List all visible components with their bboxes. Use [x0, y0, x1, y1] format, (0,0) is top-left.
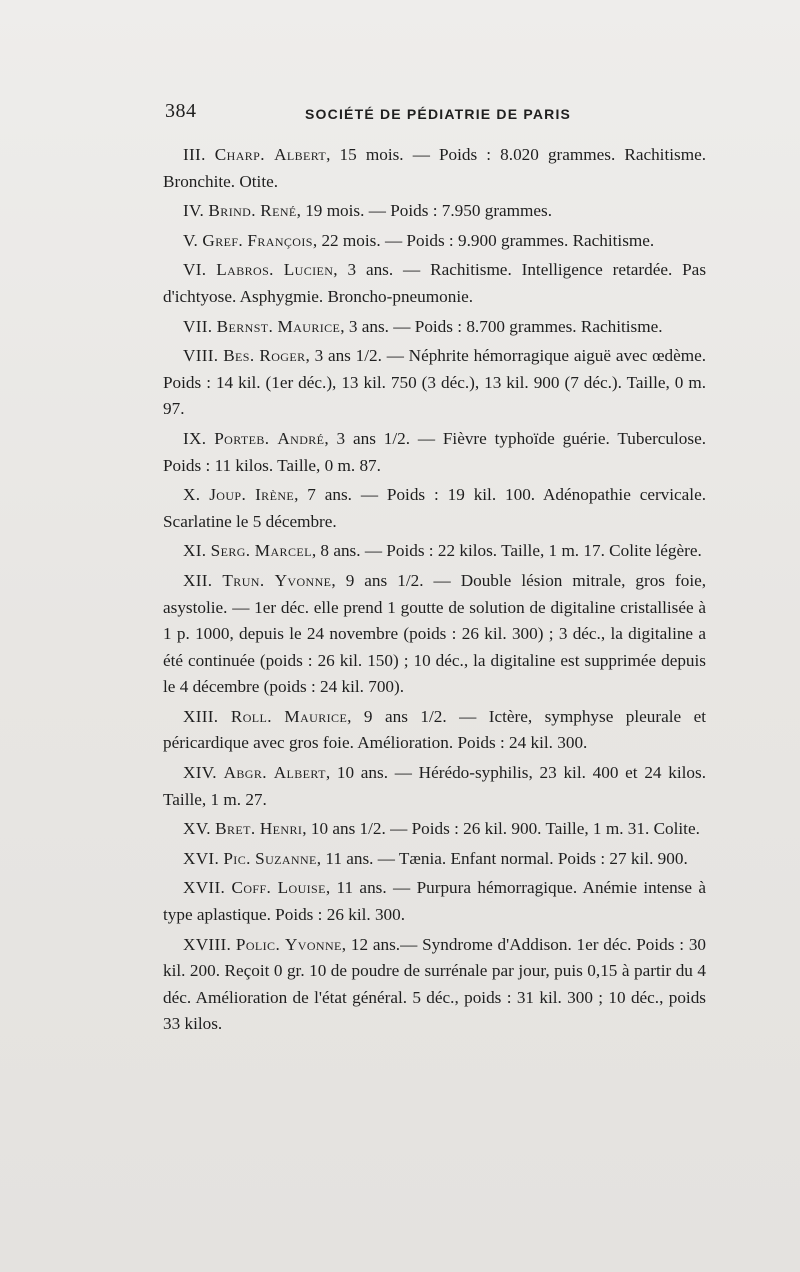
- case-text: , 10 ans. — Hérédo-syphilis, 23 kil. 400 et 24 kilos. Taille, 1 m. 27.: [163, 763, 706, 809]
- case-number: XV.: [183, 819, 211, 839]
- case-number: XIII.: [183, 706, 219, 726]
- case-text: , 12 ans.— Syndrome d'Addison. 1er déc. Poids : 30 kil. 200. Reçoit 0 gr. 10 de poudre de surrénale par jour, puis 0,15 à partir du 4 déc. Amélioration de l'état général. 5 déc., poids : 31 kil. 300 ; 10 déc., poids 33 kilos.: [163, 934, 707, 1034]
- patient-given-name: Yvonne: [274, 570, 332, 590]
- patient-surname: Roll.: [230, 706, 272, 726]
- case-entry: [163, 142, 706, 195]
- case-text: , 22 mois. — Poids : 9.900 grammes. Rachitisme.: [312, 230, 655, 250]
- case-number: III.: [183, 145, 206, 164]
- case-entry: [163, 932, 706, 1038]
- patient-surname: Abgr.: [223, 763, 267, 783]
- case-number: V.: [183, 230, 199, 250]
- case-number: XVIII.: [183, 934, 232, 954]
- case-text: , 9 ans 1/2. — Ictère, symphyse pleurale et péricardique avec gros foie. Amélioration. Poids : 24 kil. 300.: [163, 706, 707, 753]
- case-text: , 11 ans. — Tænia. Enfant normal. Poids : 27 kil. 900.: [316, 848, 688, 868]
- patient-surname: Bes.: [223, 346, 255, 366]
- patient-given-name: Henri: [259, 819, 303, 839]
- case-entry: [163, 568, 706, 701]
- case-text: , 19 mois. — Poids : 7.950 grammes.: [296, 201, 553, 221]
- patient-given-name: Suzanne: [255, 848, 317, 868]
- case-entry: [163, 343, 706, 423]
- patient-surname: Gref.: [202, 230, 244, 250]
- patient-surname: Serg.: [210, 541, 251, 561]
- patient-given-name: Marcel: [254, 541, 312, 561]
- patient-surname: Porteb.: [214, 428, 270, 448]
- case-entry: [163, 198, 706, 225]
- case-entry: [163, 760, 706, 813]
- patient-given-name: Maurice: [284, 706, 348, 726]
- case-text: , 3 ans 1/2. — Néphrite hémorragique aiguë avec œdème. Poids : 14 kil. (1er déc.), 13 kil. 750 (3 déc.), 13 kil. 900 (7 déc.). Taille, 0 m. 97.: [163, 346, 707, 419]
- case-text: , 15 mois. — Poids : 8.020 grammes. Rachitisme. Bronchite. Otite.: [163, 145, 706, 191]
- patient-surname: Polic.: [235, 934, 281, 954]
- patient-given-name: François: [247, 230, 313, 250]
- case-entry: [163, 314, 706, 341]
- case-list: [163, 142, 706, 1041]
- case-entry: [163, 704, 706, 757]
- patient-given-name: Maurice: [277, 316, 341, 336]
- case-entry: [163, 875, 706, 928]
- case-number: XIV.: [183, 763, 217, 783]
- page-number: 384: [165, 100, 197, 122]
- patient-surname: Charp.: [214, 145, 265, 164]
- patient-given-name: Roger: [259, 346, 306, 366]
- patient-given-name: Yvonne: [284, 934, 342, 954]
- case-entry: [163, 257, 706, 310]
- patient-surname: Labros.: [216, 260, 274, 280]
- patient-given-name: Albert: [273, 763, 326, 783]
- case-number: XII.: [183, 570, 213, 590]
- case-entry: [163, 816, 706, 843]
- patient-surname: Bernst.: [216, 316, 274, 336]
- patient-given-name: Lucien: [283, 260, 334, 280]
- patient-given-name: Irène: [255, 485, 295, 505]
- case-text: , 7 ans. — Poids : 19 kil. 100. Adénopathie cervicale. Scarlatine le 5 décembre.: [163, 485, 707, 531]
- case-number: VII.: [183, 316, 213, 336]
- patient-surname: Brind.: [208, 201, 256, 221]
- case-entry: [163, 538, 706, 565]
- case-text: , 8 ans. — Poids : 22 kilos. Taille, 1 m. 17. Colite légère.: [311, 541, 702, 561]
- patient-given-name: René: [260, 201, 297, 221]
- page-header: [165, 100, 705, 130]
- case-text: , 3 ans. — Rachitisme. Intelligence retardée. Pas d'ichtyose. Asphygmie. Broncho-pneumonie.: [163, 260, 707, 306]
- patient-given-name: Louise: [277, 878, 326, 898]
- case-number: X.: [183, 485, 201, 505]
- case-entry: [163, 846, 706, 873]
- patient-surname: Bret.: [215, 819, 256, 839]
- case-entry: [163, 482, 706, 535]
- case-number: XVII.: [183, 878, 226, 898]
- case-number: VI.: [183, 260, 207, 280]
- running-title: SOCIÉTÉ DE PÉDIATRIE DE PARIS: [305, 106, 572, 122]
- case-text: , 3 ans 1/2. — Fièvre typhoïde guérie. Tuberculose. Poids : 11 kilos. Taille, 0 m. 87.: [163, 428, 707, 475]
- case-text: , 11 ans. — Purpura hémorragique. Anémie intense à type aplastique. Poids : 26 kil. 300.: [163, 878, 707, 925]
- case-number: IX.: [183, 428, 207, 448]
- case-number: XI.: [183, 541, 207, 561]
- case-number: IV.: [183, 201, 205, 221]
- case-number: VIII.: [183, 346, 219, 366]
- case-entry: [163, 426, 706, 479]
- patient-given-name: Albert: [274, 145, 327, 164]
- patient-surname: Pic.: [223, 848, 251, 868]
- patient-surname: Coff.: [231, 878, 272, 898]
- patient-surname: Joup.: [209, 485, 247, 505]
- case-text: , 9 ans 1/2. — Double lésion mitrale, gros foie, asystolie. — 1er déc. elle prend 1 goutte de solution de digitaline cristallisée à 1 p. 1000, depuis le 24 novembre (poids : 26 kil. 300) ; 3 déc., la digitaline a été continuée (poids : 26 kil. 150) ; 10 déc., la digitaline est supprimée depuis le 4 décembre (poids : 24 kil. 700).: [163, 570, 707, 697]
- case-number: XVI.: [183, 848, 220, 868]
- patient-surname: Trun.: [222, 570, 265, 590]
- case-text: , 3 ans. — Poids : 8.700 grammes. Rachitisme.: [340, 316, 663, 336]
- case-entry: [163, 228, 706, 255]
- patient-given-name: André: [277, 428, 325, 448]
- case-text: , 10 ans 1/2. — Poids : 26 kil. 900. Taille, 1 m. 31. Colite.: [302, 819, 700, 839]
